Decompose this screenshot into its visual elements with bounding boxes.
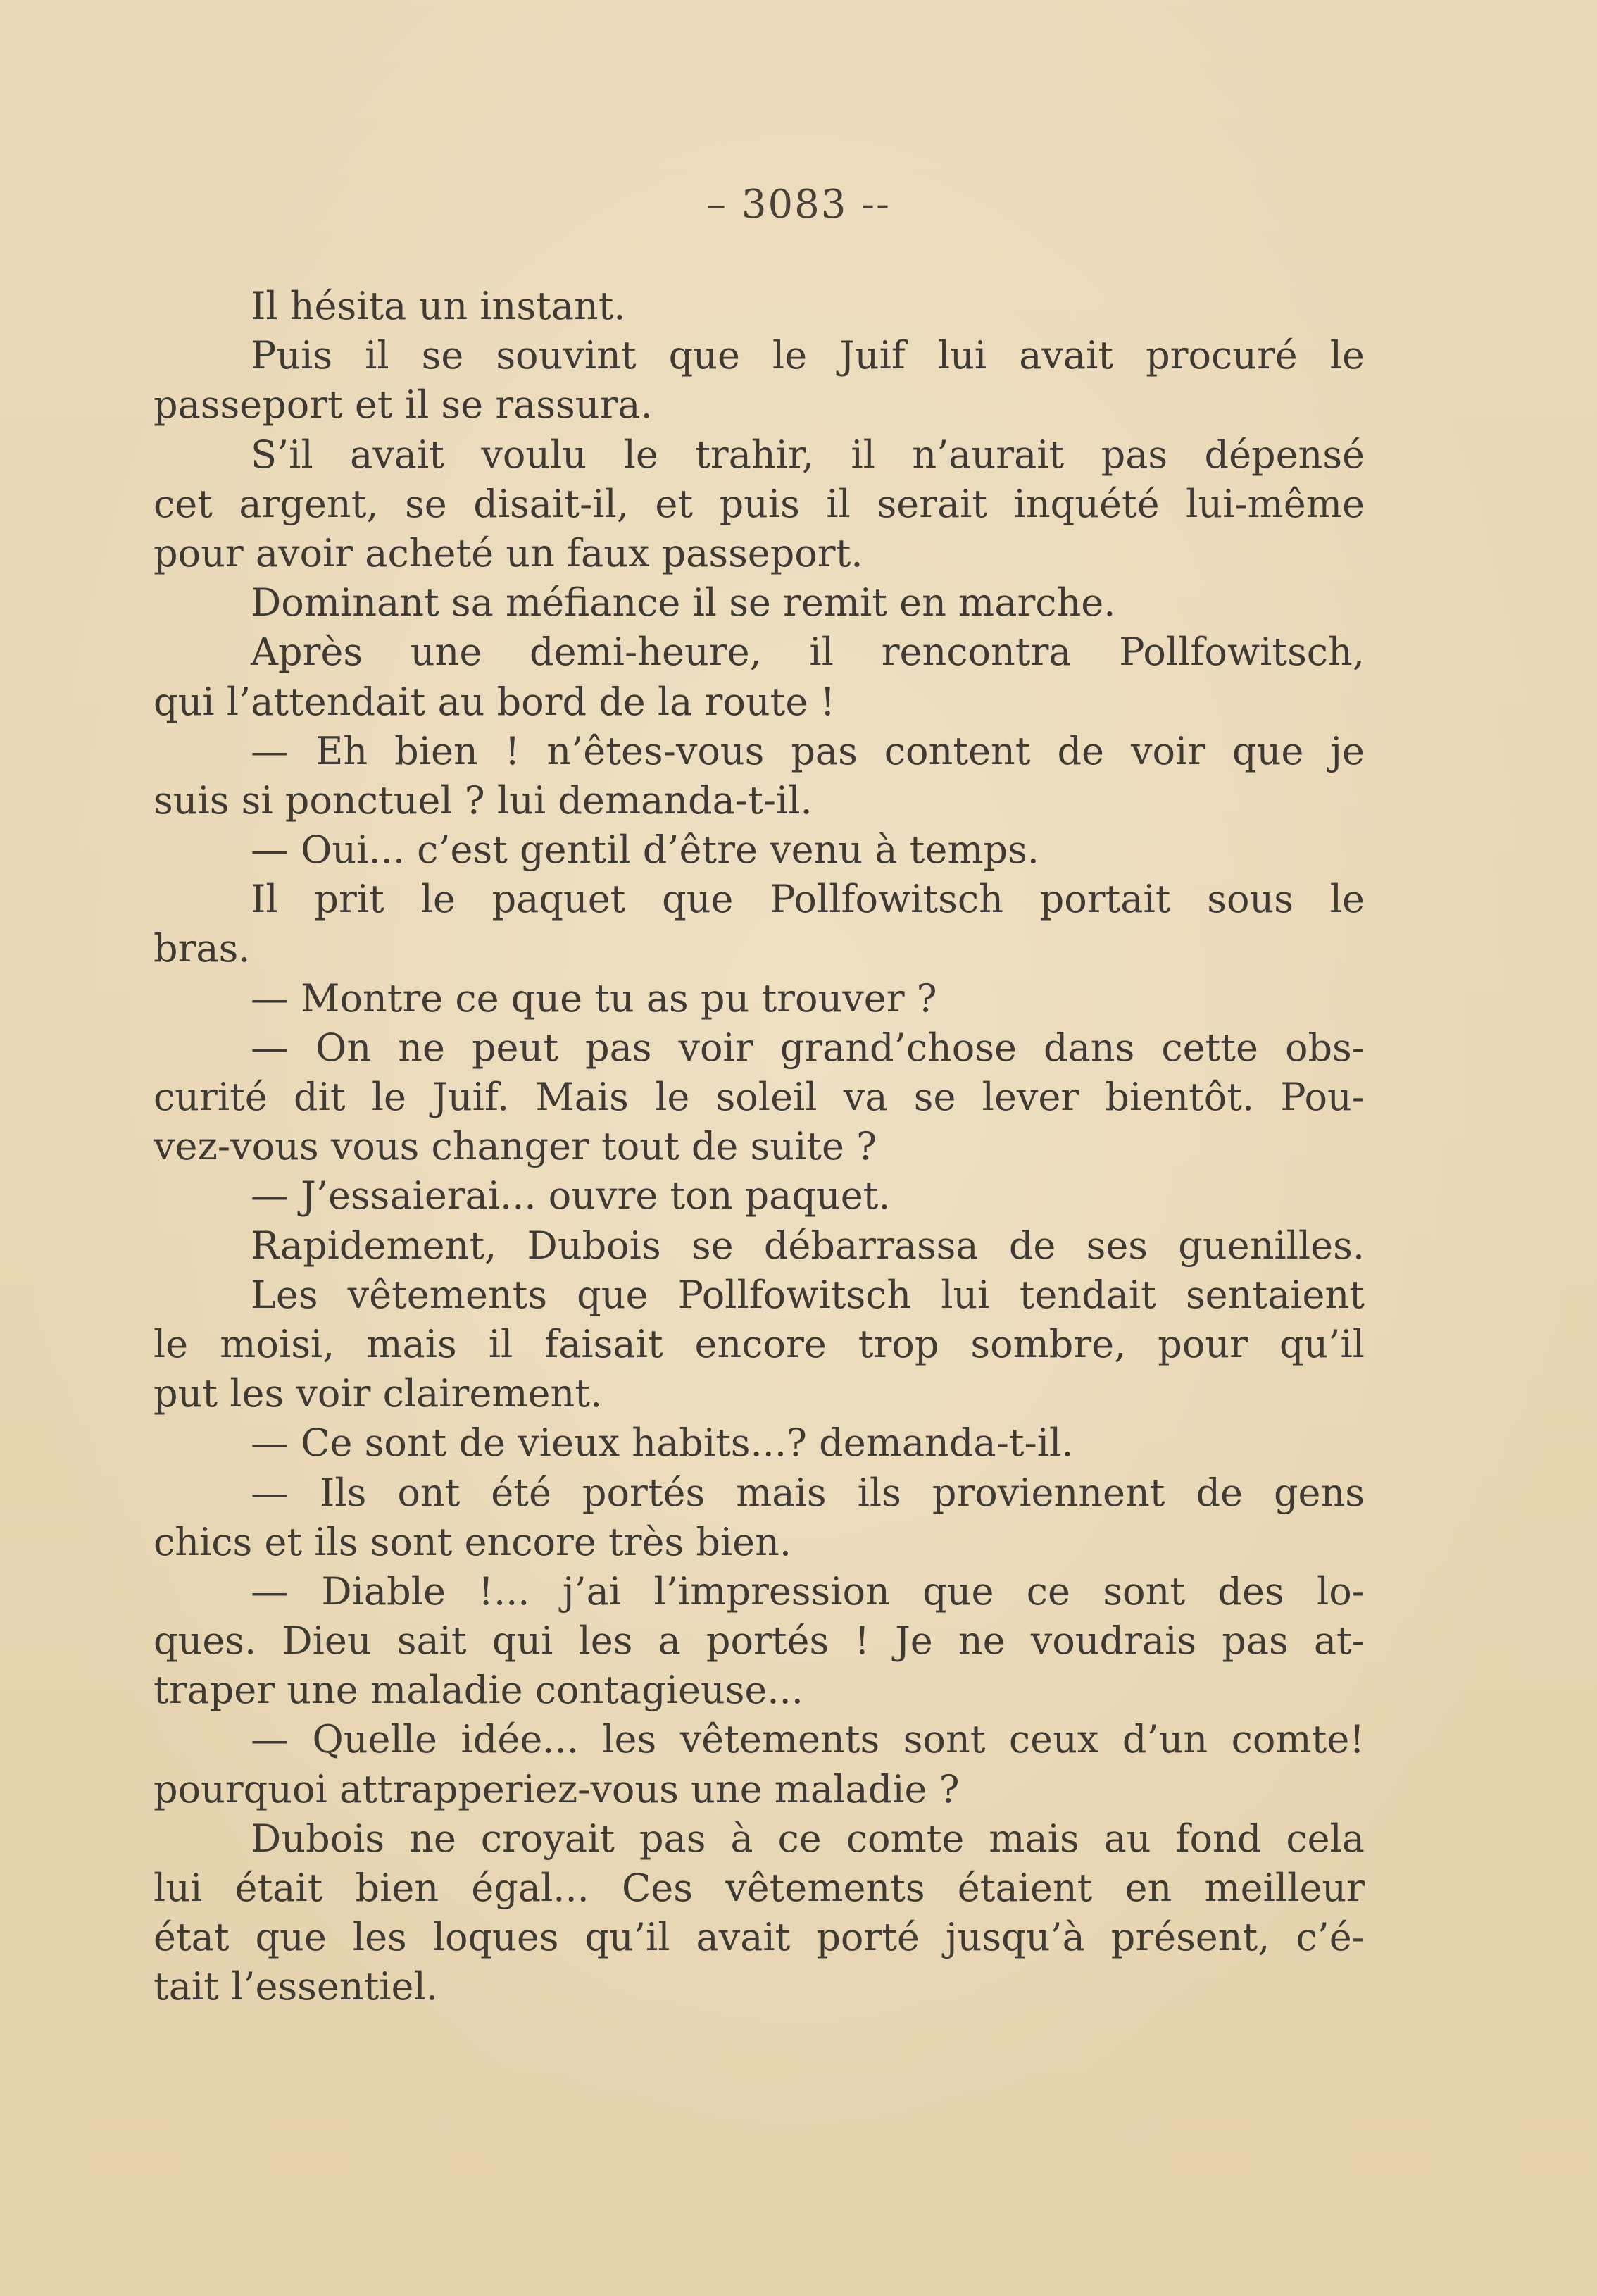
text-line: — Quelle idée... les vêtements sont ceux d’un comte! — [251, 1717, 1365, 1762]
text-line: pourquoi attrapperiez-vous une maladie ? — [154, 1766, 960, 1811]
text-line: put les voir clairement. — [154, 1371, 603, 1416]
text-line: Il hésita un instant. — [251, 284, 626, 328]
text-line: — Montre ce que tu as pu trouver ? — [251, 975, 937, 1021]
body-text — [154, 282, 1365, 2012]
text-line: traper une maladie contagieuse... — [154, 1668, 803, 1713]
text-line: — J’essaierai... ouvre ton paquet. — [251, 1173, 891, 1218]
text-line: Dubois ne croyait pas à ce comte mais au fond cela — [251, 1816, 1365, 1861]
text-line: suis si ponctuel ? lui demanda-t-il. — [154, 778, 813, 823]
text-line: — Ils ont été portés mais ils proviennent de gens — [251, 1470, 1365, 1515]
text-line: ques. Dieu sait qui les a portés ! Je ne voudrais pas at- — [154, 1618, 1365, 1664]
text-line: pour avoir acheté un faux passeport. — [154, 530, 863, 575]
text-line: — Diable !... j’ai l’impression que ce sont des lo- — [251, 1568, 1365, 1614]
text-line: état que les loques qu’il avait porté jusqu’à présent, c’é- — [154, 1915, 1365, 1960]
text-line: cet argent, se disait-il, et puis il serait inquété lui-même — [154, 481, 1365, 526]
text-line: lui était bien égal... Ces vêtements étaient en meilleur — [154, 1866, 1365, 1910]
text-line: Il prit le paquet que Pollfowitsch portait sous le — [251, 877, 1365, 922]
text-line: — Eh bien ! n’êtes-vous pas content de voir que je — [251, 728, 1365, 773]
text-line: Les vêtements que Pollfowitsch lui tendait sentaient — [251, 1272, 1365, 1317]
text-line: bras. — [154, 926, 251, 971]
text-line: Après une demi-heure, il rencontra Pollfowitsch, — [251, 630, 1365, 675]
text-line: Rapidement, Dubois se débarrassa de ses guenilles. — [251, 1223, 1365, 1268]
text-line: vez-vous vous changer tout de suite ? — [154, 1124, 877, 1169]
text-line: Puis il se souvint que le Juif lui avait procuré le — [251, 333, 1365, 378]
text-line: — Oui... c’est gentil d’être venu à temps. — [251, 828, 1039, 873]
text-line: Dominant sa méfiance il se remit en marche. — [251, 580, 1116, 625]
text-line: — Ce sont de vieux habits...? demanda-t-il. — [251, 1421, 1074, 1466]
text-line: tait l’essentiel. — [154, 1964, 438, 2009]
text-line: chics et ils sont encore très bien. — [154, 1519, 792, 1564]
text-line: curité dit le Juif. Mais le soleil va se lever bientôt. Pou- — [154, 1075, 1365, 1119]
page-number: – 3083 -- — [706, 182, 891, 227]
text-line: — On ne peut pas voir grand’chose dans cette obs- — [251, 1025, 1365, 1070]
text-line: S’il avait voulu le trahir, il n’aurait pas dépensé — [251, 432, 1365, 477]
text-line: le moisi, mais il faisait encore trop sombre, pour qu’il — [154, 1321, 1365, 1366]
text-line: passeport et il se rassura. — [154, 382, 653, 428]
text-line: qui l’attendait au bord de la route ! — [154, 679, 836, 724]
